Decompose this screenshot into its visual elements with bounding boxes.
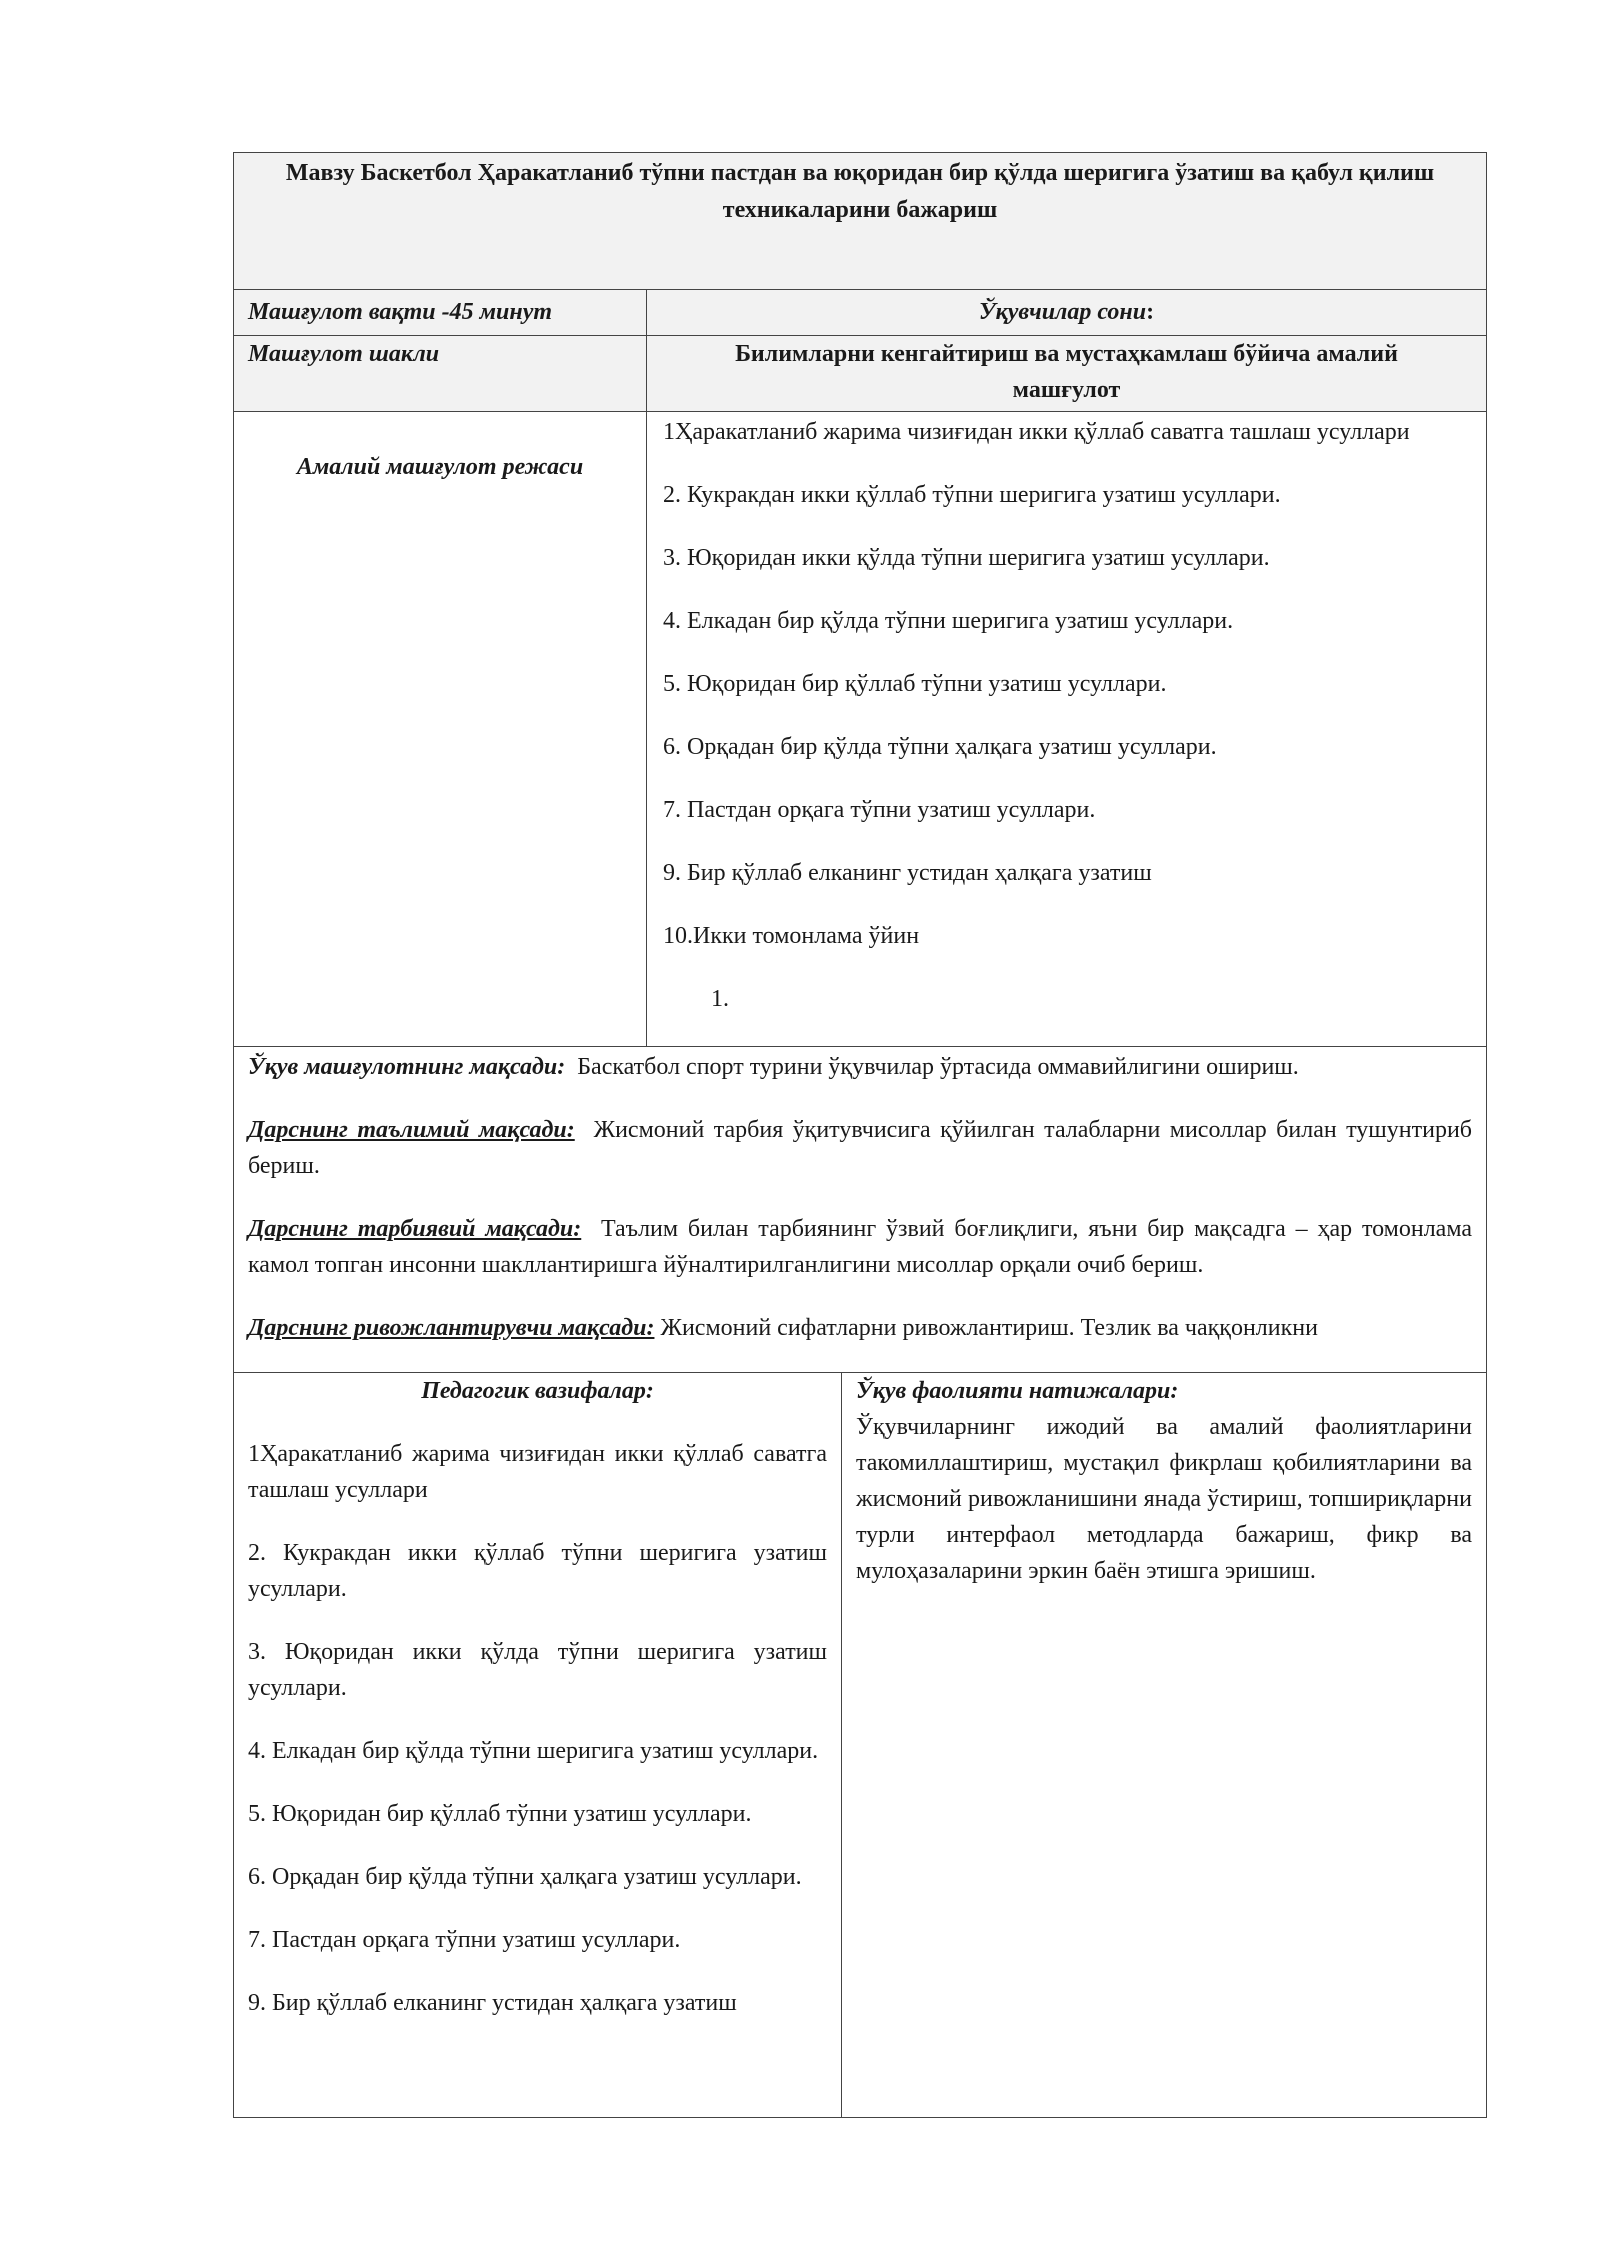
- pedagogical-task-item: 2. Кукракдан икки қўллаб тўпни шеригига узатиш усуллари.: [248, 1540, 827, 1602]
- edu-goal-label: Дарснинг таълимий мақсади:: [248, 1117, 575, 1143]
- plan-item: 9. Бир қўллаб елканинг устидан ҳалқага узатиш: [663, 860, 1152, 886]
- pedagogical-task-item: 9. Бир қўллаб елканинг устидан ҳалқага узатиш: [248, 1990, 737, 2016]
- pedagogical-task-item: 6. Орқадан бир қўлда тўпни ҳалқага узатиш усуллари.: [248, 1864, 802, 1890]
- lesson-form-label: Машғулот шакли: [248, 341, 440, 367]
- learning-results-heading: Ўқув фаолияти натижалари:: [856, 1378, 1179, 1404]
- plan-list: [663, 414, 1472, 1017]
- lesson-form-value: Билимларни кенгайтириш ва мустаҳкамлаш бўйича амалий машғулот: [735, 341, 1398, 403]
- main-goal: [248, 1049, 1472, 1085]
- plan-item: 2. Кукракдан икки қўллаб тўпни шеригига узатиш усуллари.: [663, 482, 1281, 508]
- lesson-form-value-cell: [646, 335, 1487, 412]
- plan-item: 1Ҳаракатланиб жарима чизиғидан икки қўллаб саватга ташлаш усуллари: [663, 419, 1410, 445]
- dev-goal-text: Жисмоний сифатларни ривожлантириш. Тезлик ва чаққонликни: [660, 1315, 1318, 1341]
- learning-results-block: [856, 1373, 1472, 1589]
- plan-label: Амалий машғулот режаси: [296, 454, 584, 480]
- pedagogical-task-item: 3. Юқоридан икки қўлда тўпни шеригига узатиш усуллари.: [248, 1639, 827, 1701]
- students-count-wrap: [647, 294, 1486, 330]
- plan-item: 6. Орқадан бир қўлда тўпни ҳалқага узатиш усуллари.: [663, 734, 1217, 760]
- plan-item: 10.Икки томонлама ўйин: [663, 923, 920, 949]
- topic-cell: [233, 152, 1487, 290]
- lesson-form-label-cell: [233, 335, 647, 412]
- topic-title: Мавзу Баскетбол Ҳаракатланиб тўпни пастдан ва юқоридан бир қўлда шеригига ўзатиш ва қабул қилиш техникаларини бажариш: [285, 160, 1435, 223]
- edu-goal-text: Жисмоний тарбия ўқитувчисига қўйилган талабларни мисоллар билан тушунтириб бериш.: [248, 1117, 1472, 1179]
- upbringing-goal-label: Дарснинг тарбиявий мақсади:: [248, 1216, 582, 1242]
- plan-item: 7. Пастдан орқага тўпни узатиш усуллари.: [663, 797, 1096, 823]
- pedagogical-task-item: 7. Пастдан орқага тўпни узатиш усуллари.: [248, 1927, 681, 1953]
- upbringing-goal: [248, 1211, 1472, 1283]
- plan-item: 4. Елкадан бир қўлда тўпни шеригига узатиш усуллари.: [663, 608, 1234, 634]
- plan-item: 5. Юқоридан бир қўллаб тўпни узатиш усуллари.: [663, 671, 1167, 697]
- pedagogical-tasks-cell: [233, 1372, 842, 2118]
- duration-label: Машғулот вақти -45 минут: [248, 299, 553, 325]
- pedagogical-tasks-list: [248, 1373, 827, 2021]
- goals-cell: [233, 1046, 1487, 1373]
- pedagogical-task-item: 5. Юқоридан бир қўллаб тўпни узатиш усуллари.: [248, 1801, 752, 1827]
- students-count-colon: :: [1146, 299, 1155, 325]
- students-count-label: Ўқувчилар сони: [978, 299, 1147, 325]
- plan-item: 3. Юқоридан икки қўлда тўпни шеригига узатиш усуллари.: [663, 545, 1270, 571]
- pedagogical-tasks-heading: Педагогик вазифалар:: [421, 1378, 654, 1404]
- learning-results-cell: [841, 1372, 1487, 2118]
- goals-list: [248, 1049, 1472, 1346]
- main-goal-label: Ўқув машғулотнинг мақсади:: [248, 1054, 566, 1080]
- plan-label-cell: [233, 411, 647, 1047]
- plan-items-cell: [646, 411, 1487, 1047]
- pedagogical-task-item: 4. Елкадан бир қўлда тўпни шеригига узатиш усуллари.: [248, 1738, 819, 1764]
- students-count-cell: [646, 289, 1487, 336]
- upbringing-goal-text: Таълим билан тарбиянинг ўзвий боғлиқлиги, яъни бир мақсадга – ҳар томонлама камол топган инсонни шакллантиришга йўналтирилганлигини мисоллар орқали очиб бериш.: [248, 1216, 1473, 1278]
- plan-trailing-number: 1.: [711, 986, 729, 1012]
- dev-goal: [248, 1310, 1472, 1346]
- main-goal-text: Баскатбол спорт турини ўқувчилар ўртасида оммавийлигини ошириш.: [577, 1054, 1299, 1080]
- pedagogical-task-item: 1Ҳаракатланиб жарима чизиғидан икки қўллаб саватга ташлаш усуллари: [248, 1441, 827, 1503]
- learning-results-text: Ўқувчиларнинг ижодий ва амалий фаолиятларини такомиллаштириш, мустақил фикрлаш қобилиятларини ва жисмоний ривожланишини янада ўстириш, топшириқларни турли интерфаол методларда бажариш, фикр ва мулоҳазаларини эркин баён этишга эришиш.: [856, 1414, 1472, 1584]
- duration-cell: [233, 289, 647, 336]
- dev-goal-label: Дарснинг ривожлантирувчи мақсади:: [248, 1315, 655, 1341]
- edu-goal: [248, 1112, 1472, 1184]
